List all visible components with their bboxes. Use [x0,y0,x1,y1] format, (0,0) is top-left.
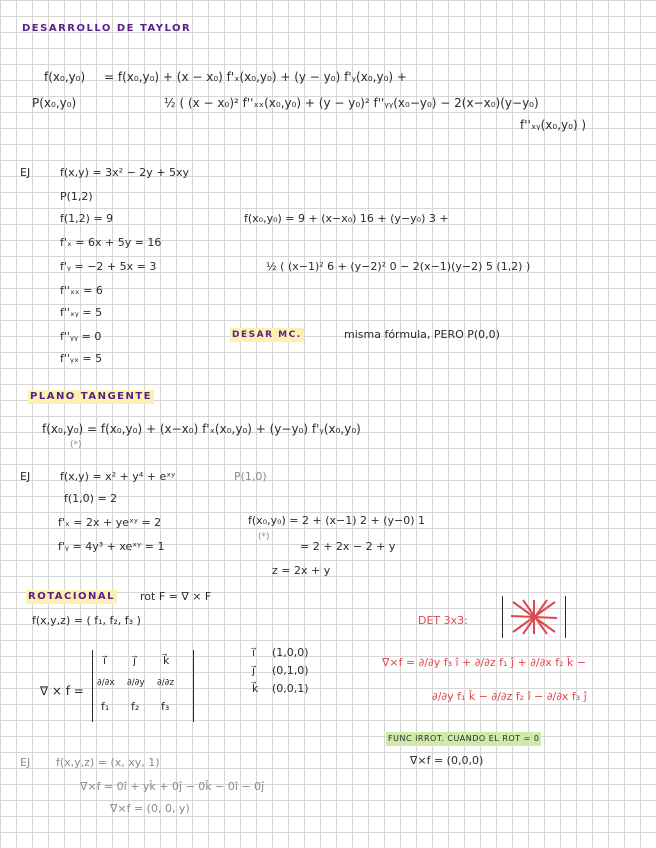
ej1-line: f'ₓ = 6x + 5y = 16 [60,236,162,249]
unit-vector-value: (0,0,1) [272,682,309,695]
matrix-cell: f₃ [161,700,170,713]
ej3-line1: f(x,y,z) = (x, xy, 1) [56,756,160,769]
ej1-line: f'ᵧ = −2 + 5x = 3 [60,260,157,273]
unit-vector-value: (0,1,0) [272,664,309,677]
ej1-result-line1: f(x₀,y₀) = 9 + (x−x₀) 16 + (y−y₀) 3 + [244,212,449,225]
unit-vector-label: k⃗ [252,682,259,695]
matrix-cell: f₁ [101,700,110,713]
ej2-line: f(x,y) = x² + y⁴ + eˣʸ [60,470,176,483]
ej1-result-line2: ½ ( (x−1)² 6 + (y−2)² 0 − 2(x−1)(y−2) 5 (1,2) ) [266,260,531,273]
ej1-line: P(1,2) [60,190,93,203]
ej1-line: f''ₓᵧ = 5 [60,306,103,319]
ej2-label: EJ [20,470,31,483]
matrix-cell: i⃗ [103,654,107,667]
ej2-result2: = 2 + 2x − 2 + y [300,540,396,553]
plano-formula: f(x₀,y₀) = f(x₀,y₀) + (x−x₀) f'ₓ(x₀,y₀) + (y−y₀) f'ᵧ(x₀,y₀) [42,422,361,436]
ej2-result3: z = 2x + y [272,564,331,577]
rot-def: rot F = ∇ × F [140,590,212,603]
ej3-line2: ∇×f = 0î + yk̂ + 0ĵ − 0k̂ − 0î − 0ĵ [80,780,265,793]
taylor-line2: ½ ( (x − x₀)² f''ₓₓ(x₀,y₀) + (y − y₀)² f''ᵧᵧ(x₀−y₀) − 2(x−x₀)(y−y₀) [164,96,539,110]
taylor-lhs-sub: P(x₀,y₀) [32,96,77,110]
rot-red-line1: ∇×f = ∂/∂y f₃ î + ∂/∂z f₁ ĵ + ∂/∂x f₂ k̂ − [382,656,587,669]
matrix-cell: ∂/∂z [157,678,175,688]
ej1-line: f(x,y) = 3x² − 2y + 5xy [60,166,190,179]
ej2-line: f'ₓ = 2x + yeˣʸ = 2 [58,516,162,529]
rot-title: ROTACIONAL [28,591,116,602]
ej2-line: f'ᵧ = 4y³ + xeˣʸ = 1 [58,540,165,553]
ej3-label: EJ [20,756,31,769]
taylor-line1: = f(x₀,y₀) + (x − x₀) f'ₓ(x₀,y₀) + (y − y₀) f'ᵧ(x₀,y₀) + [104,70,407,84]
matrix-cell: ∂/∂x [97,678,115,688]
plano-title: PLANO TANGENTE [30,391,153,402]
ej2-result-note: (*) [258,532,270,542]
rot-fvec: f(x,y,z) = ( f₁, f₂, f₃ ) [32,614,141,627]
ej3-line3: ∇×f = (0, 0, y) [110,802,190,815]
unit-vector-value: (1,0,0) [272,646,309,659]
matrix-cell: j⃗ [133,654,137,667]
scribble-icon [503,596,565,638]
ej2-result1: f(x₀,y₀) = 2 + (x−1) 2 + (y−0) 1 [248,514,426,527]
ej1-mc-label: DESAR MC. [232,330,302,340]
unit-vector-label: j⃗ [252,664,256,677]
ej1-line: f''ᵧᵧ = 0 [60,330,102,343]
rot-nabla: ∇ × f = [40,684,84,698]
irrot-note: FUNC IRROT. CUANDO EL ROT = 0 [386,732,541,746]
unit-vector-label: i⃗ [252,646,256,659]
matrix-cell: f₂ [131,700,140,713]
ej1-line: f(1,2) = 9 [60,212,114,225]
det-crossed-matrix [502,596,566,638]
det-label: DET 3x3: [418,614,468,627]
ej1-line: f''ᵧₓ = 5 [60,352,103,365]
taylor-title: DESARROLLO DE TAYLOR [22,23,192,34]
ej2-point: P(1,0) [234,470,267,483]
matrix-cell: k⃗ [163,654,170,667]
ej1-mc-note: misma fórmula, PERO P(0,0) [344,328,500,341]
irrot-eq: ∇×f = (0,0,0) [410,754,484,767]
taylor-line3: f''ₓᵧ(x₀,y₀) ) [520,118,587,132]
taylor-lhs: f(x₀,y₀) [44,70,86,84]
ej2-line: f(1,0) = 2 [64,492,118,505]
rot-matrix [92,650,194,722]
ej1-label: EJ [20,166,31,179]
rot-red-line2: ∂/∂y f₁ k̂ − ∂/∂z f₂ î − ∂/∂x f₃ ĵ [432,690,587,703]
plano-note: (*) [70,440,82,450]
matrix-cell: ∂/∂y [127,678,145,688]
ej1-line: f''ₓₓ = 6 [60,284,103,297]
